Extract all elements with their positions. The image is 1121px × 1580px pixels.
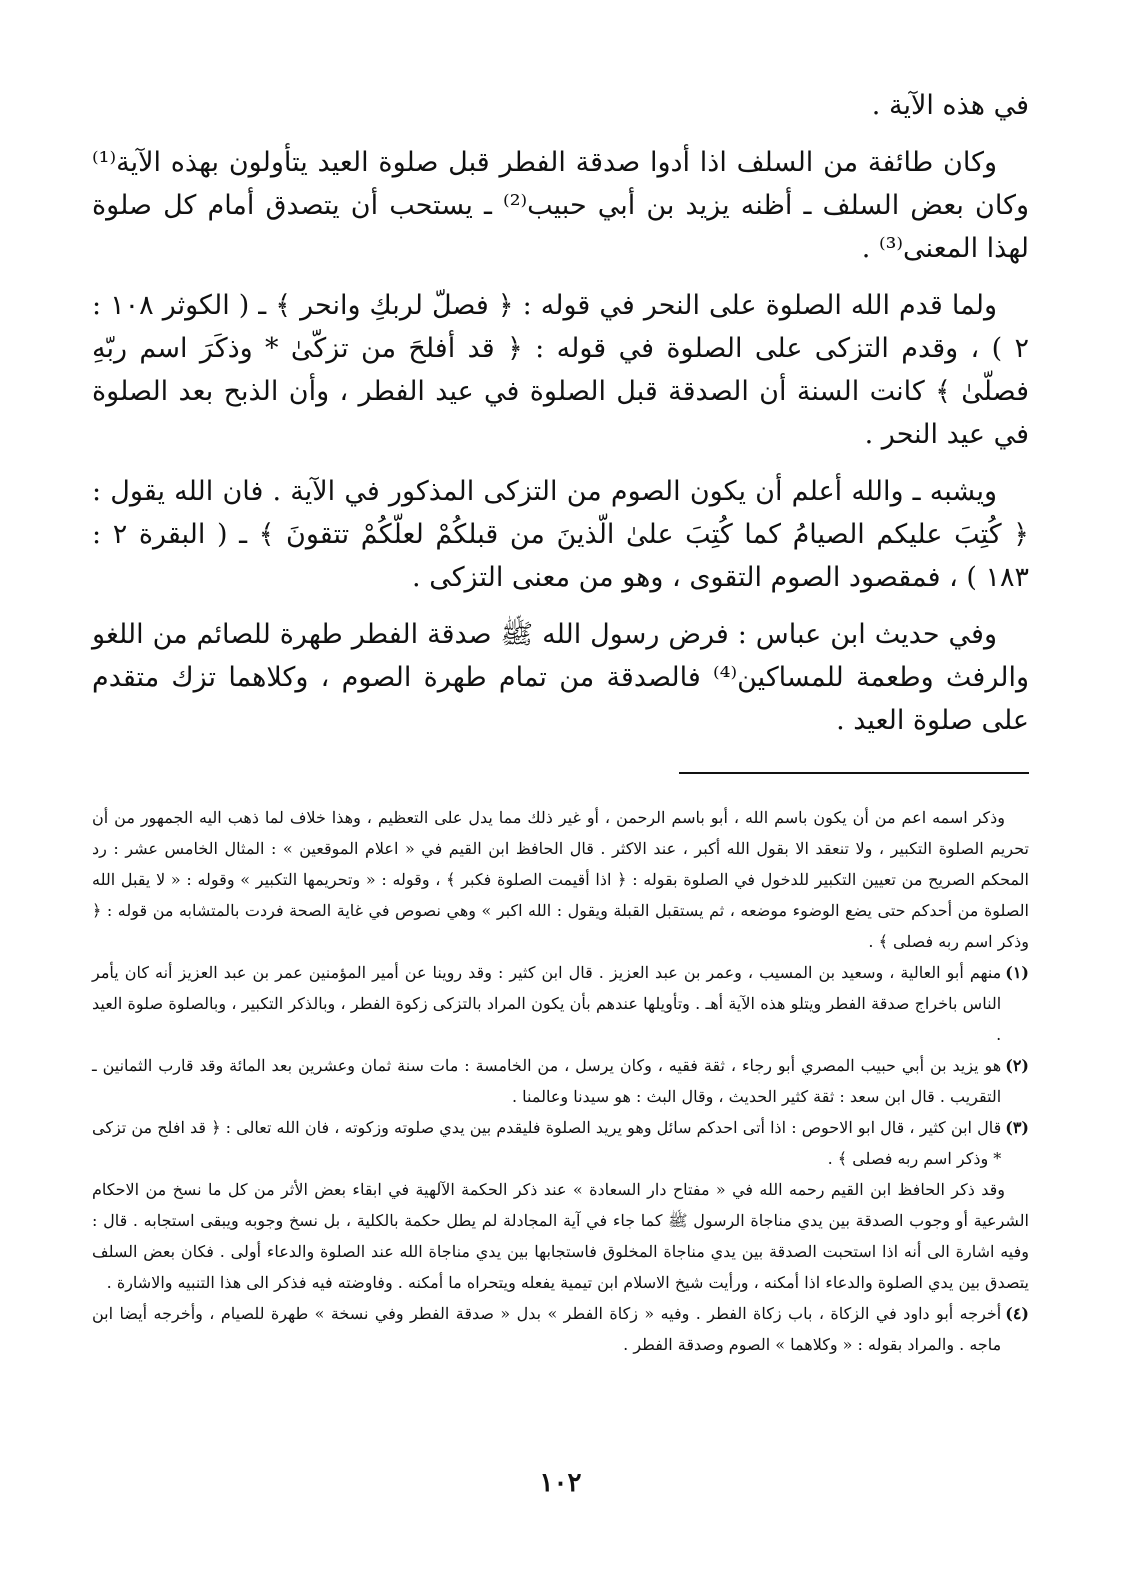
paragraph-1: في هذه الآية . [871, 90, 1029, 121]
footnote-text: أخرجه أبو داود في الزكاة ، باب زكاة الفطر . وفيه « زكاة الفطر » بدل « صدقة الفطر وفي نسخة » طهرة للصيام ، وأخرجه أيضا ابن ماجه . والمراد بقوله : « وكلاهما » الصوم وصدقة الفطر . [92, 1304, 1002, 1354]
footnote-1 [92, 957, 1029, 1050]
footnote-3 [92, 1112, 1029, 1174]
footnotes [92, 802, 1029, 1360]
footnote-number: (٣) [1005, 1118, 1029, 1137]
footnote-number: (١) [1005, 963, 1029, 982]
footnote-number: (٢) [1005, 1056, 1029, 1075]
footnote-text: منهم أبو العالية ، وسعيد بن المسيب ، وعمر بن عبد العزيز . قال ابن كثير : وقد روينا عن أمير المؤمنين عمر بن عبد العزيز أنه كان يأمر الناس باخراج صدقة الفطر ويتلو هذه الآية أهـ . وتأويلها عندهم بأن يكون المراد بالتزكى زكوة الفطر ، وبالذكر التكبير ، وبالصلوة صلوة العيد . [92, 963, 1002, 1044]
footnote-4 [92, 1298, 1029, 1360]
page-number: ١٠٢ [539, 1468, 582, 1498]
paragraph-5: وفي حديث ابن عباس : فرض رسول الله ﷺ صدقة الفطر طهرة للصائم من اللغو والرفث وطعمة للمساكين⁽⁴⁾ فالصدقة من تمام طهرة الصوم ، وكلاهما تزك متقدم على صلوة العيد . [92, 619, 1029, 736]
footnote-text: هو يزيد بن أبي حبيب المصري أبو رجاء ، ثقة فقيه ، وكان يرسل ، من الخامسة : مات سنة ثمان وعشرين بعد المائة وقد قارب الثمانين ـ التقريب . قال ابن سعد : ثقة كثير الحديث ، وقال البث : هو سيدنا وعالمنا . [92, 1056, 1002, 1106]
footnote-divider [679, 772, 1029, 774]
main-text [92, 84, 1029, 742]
paragraph-2: وكان طائفة من السلف اذا أدوا صدقة الفطر قبل صلوة العيد يتأولون بهذه الآية⁽¹⁾ وكان بعض السلف ـ أظنه يزيد بن أبي حبيب⁽²⁾ ـ يستحب أن يتصدق أمام كل صلوة لهذا المعنى⁽³⁾ . [92, 147, 1029, 264]
footnote-2 [92, 1050, 1029, 1112]
footnote-number: (٤) [1005, 1304, 1029, 1323]
paragraph-3: ولما قدم الله الصلوة على النحر في قوله : ﴿ فصلّ لربكِ وانحر ﴾ ـ ( الكوثر ١٠٨ : ٢ ) ، وقدم التزكى على الصلوة في قوله : ﴿ قد أفلحَ من تزكّىٰ * وذكَرَ اسم ربّهِ فصلّىٰ ﴾ كانت السنة أن الصدقة قبل الصلوة في عيد الفطر ، وأن الذبح بعد الصلوة في عيد النحر . [92, 290, 1029, 450]
footnote-text: قال ابن كثير ، قال ابو الاحوص : اذا أتى احدكم سائل وهو يريد الصلوة فليقدم بين يدي صلوته وزكوته ، فان الله تعالى : ﴿ قد افلح من تزكى * وذكر اسم ربه فصلى ﴾ . [92, 1118, 1002, 1168]
paragraph-4: ويشبه ـ والله أعلم أن يكون الصوم من التزكى المذكور في الآية . فان الله يقول : ﴿ كُتِبَ عليكم الصيامُ كما كُتِبَ علىٰ الّذينَ من قبلكُمْ لعلّكُمْ تتقونَ ﴾ ـ ( البقرة ٢ : ١٨٣ ) ، فمقصود الصوم التقوى ، وهو من معنى التزكى . [92, 476, 1029, 593]
footnote-3-continuation: وقد ذكر الحافظ ابن القيم رحمه الله في « مفتاح دار السعادة » عند ذكر الحكمة الآلهية في ابقاء بعض الأثر من كل ما نسخ من الاحكام الشرعية أو وجوب الصدقة بين يدي مناجاة الرسول ﷺ كما جاء في آية المجادلة لم يطل حكمة بالكلية ، بل نسخ وجوبه ويبقى استجابه . قال : وفيه اشارة الى أنه اذا استحبت الصدقة بين يدي مناجاة المخلوق فاستجابها بين يدي مناجاة الله عند الصلوة والدعاء أولى . فكان بعض السلف يتصدق بين يدي الصلوة والدعاء اذا أمكنه ، ورأيت شيخ الاسلام ابن تيمية يفعله ويتحراه ما أمكنه . وفاوضته فيه فذكر الى هذا التنبيه والاشارة . [92, 1180, 1029, 1292]
footnote-continuation: وذكر اسمه اعم من أن يكون باسم الله ، أبو باسم الرحمن ، أو غير ذلك مما يدل على التعظيم ، وهذا خلاف لما ذهب اليه الجمهور من أن تحريم الصلوة التكبير ، ولا تنعقد الا بقول الله أكبر ، عند الاكثر . قال الحافظ ابن القيم في « اعلام الموقعين » : المثال الخامس عشر : رد المحكم الصريح من تعيين التكبير للدخول في الصلوة بقوله : ﴿ اذا أقيمت الصلوة فكبر ﴾ ، وقوله : « وتحريمها التكبير » وقوله : « لا يقبل الله الصلوة من أحدكم حتى يضع الوضوء موضعه ، ثم يستقبل القبلة ويقول : الله اكبر » وهي نصوص في غاية الصحة فردت بالمتشابه من قوله : ﴿ وذكر اسم ربه فصلى ﴾ . [92, 808, 1030, 951]
